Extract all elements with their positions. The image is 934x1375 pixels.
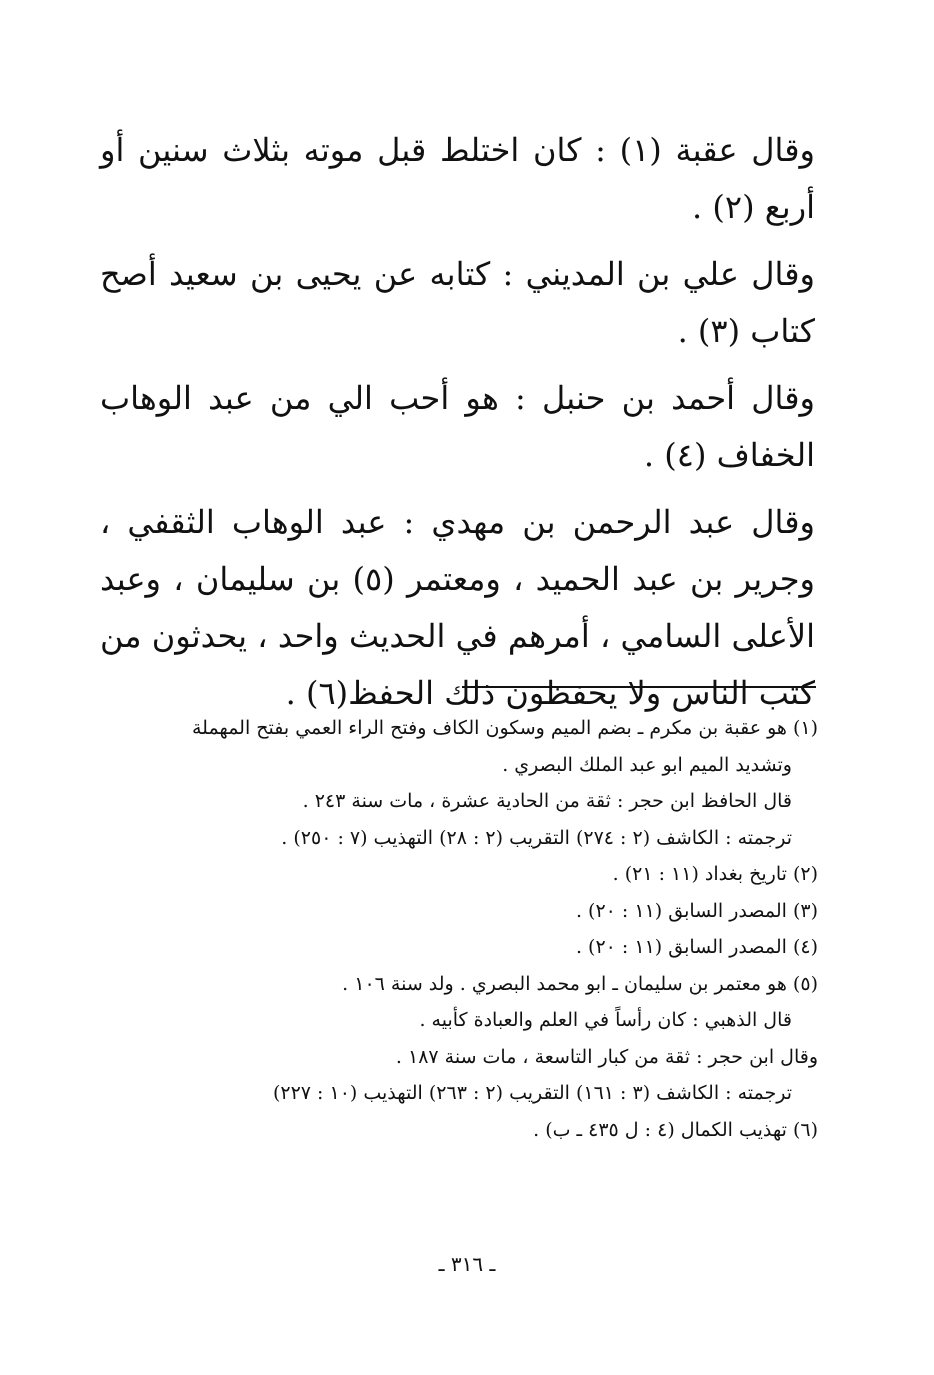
main-text [100,122,815,732]
footnote-1-line-4: ترجمته : الكاشف (٢ : ٢٧٤) التقريب (٢ : ٢٨) التهذيب (٧ : ٢٥٠) . [281,826,792,849]
footnote-6: (٦) تهذيب الكمال (٤ : ل ٤٣٥ ـ ب) . [533,1118,818,1141]
paragraph-abd-al-rahman-ibn-mahdi: وقال عبد الرحمن بن مهدي : عبد الوهاب الثقفي ، وجرير بن عبد الحميد ، ومعتمر (٥) بن سليمان ، وعبد الأعلى السامي ، أمرهم في الحديث واحد ، يحدثون من كتب الناس ولا يحفظون ذلك الحفظ(٦) . [100,503,816,712]
footnote-5-line-3: وقال ابن حجر : ثقة من كبار التاسعة ، مات سنة ١٨٧ . [395,1045,818,1068]
footnote-4: (٤) المصدر السابق (١١ : ٢٠) . [575,936,818,958]
paragraph-uqba: وقال عقبة (١) : كان اختلط قبل موته بثلاث سنين أو أربع (٢) . [100,131,816,226]
footnote-5-line-1: (٥) هو معتمر بن سليمان ـ ابو محمد البصري . ولد سنة ١٠٦ . [342,972,818,995]
page-number: ـ ٣١٦ ـ [438,1252,496,1276]
footnote-1-line-3: قال الحافظ ابن حجر : ثقة من الحادية عشرة ، مات سنة ٢٤٣ . [302,790,792,812]
footnote-2: (٢) تاريخ بغداد (١١ : ٢١) . [612,863,818,885]
footnote-5-line-2: قال الذهبي : كان رأساً في العلم والعبادة كأبيه . [419,1009,792,1031]
footnote-divider [462,686,816,688]
footnote-5-line-4: ترجمته : الكاشف (٣ : ١٦١) التقريب (٢ : ٢٦٣) التهذيب (١٠ : ٢٢٧) [272,1082,792,1104]
footnote-1-line-1: (١) هو عقبة بن مكرم ـ بضم الميم وسكون الكاف وفتح الراء العمي بفتح المهملة [191,717,818,739]
paragraph-ali-ibn-al-madini: وقال علي بن المديني : كتابه عن يحيى بن سعيد أصح كتاب (٣) . [100,255,816,350]
footnotes [110,710,818,1148]
paragraph-ahmad-ibn-hanbal: وقال أحمد بن حنبل : هو أحب الي من عبد الوهاب الخفاف (٤) . [100,379,815,474]
footnote-1-line-2: وتشديد الميم ابو عبد الملك البصري . [502,753,792,776]
footnote-3: (٣) المصدر السابق (١١ : ٢٠) . [575,899,818,922]
